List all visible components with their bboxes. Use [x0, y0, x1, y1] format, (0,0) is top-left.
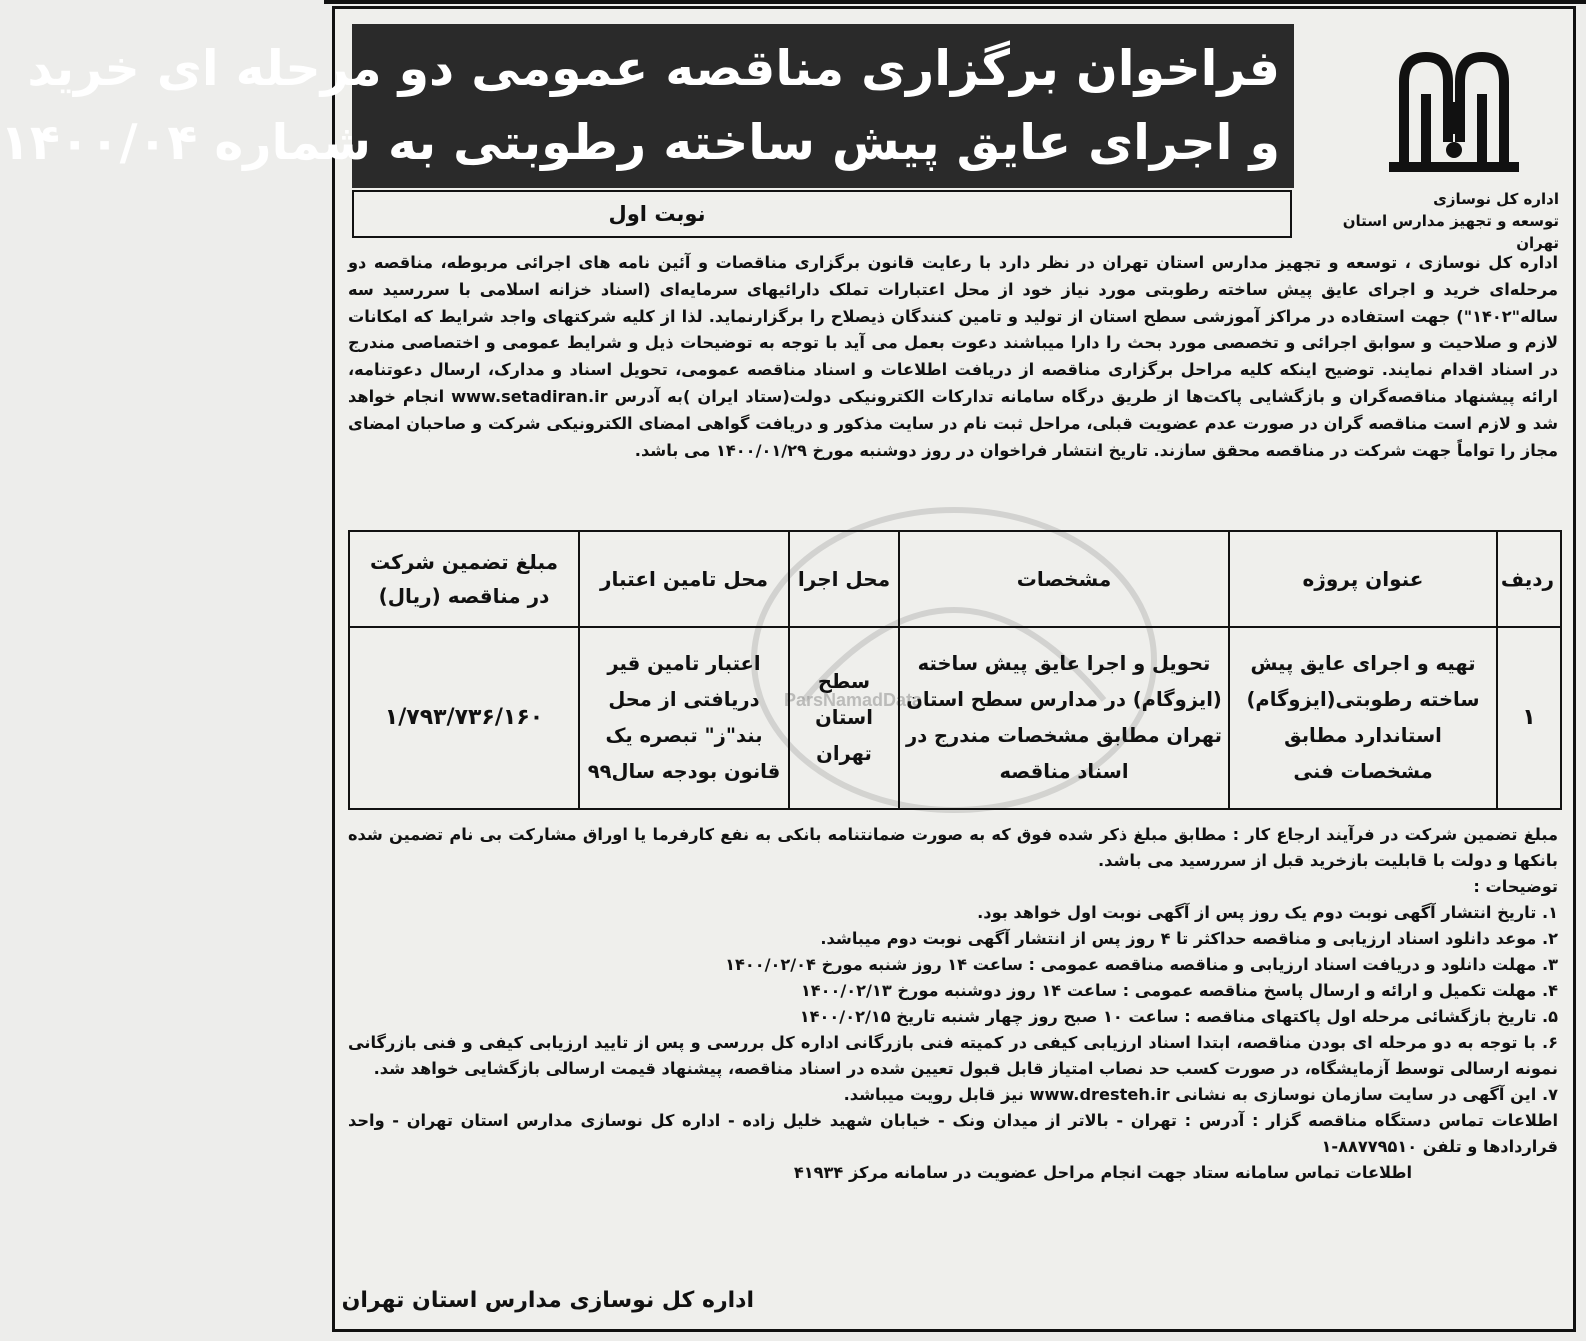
- cell-row-number: ۱: [1497, 627, 1561, 809]
- header-funding-source: محل تامین اعتبار: [579, 531, 789, 627]
- cell-funding-source: اعتبار تامین قیر دریافتی از محل بند"ز" تبصره یک قانون بودجه سال۹۹: [579, 627, 789, 809]
- guarantee-paragraph: مبلغ تضمین شرکت در فرآیند ارجاع کار : مطابق مبلغ ذکر شده فوق که به صورت ضمانتنامه بانکی به نفع کارفرما یا اوراق مشارکت بی نام تضمین شده بانکها و دولت با قابلیت بازخرید قبل از سررسید می باشد.: [348, 825, 1558, 870]
- note-item: ۱. تاریخ انتشار آگهی نوبت دوم یک روز پس از آگهی نوبت اول خواهد بود.: [977, 903, 1558, 922]
- note-item: ۲. موعد دانلود اسناد ارزیابی و مناقصه حداکثر تا ۴ روز پس از انتشار آگهی نوبت دوم میباشد.: [820, 929, 1558, 948]
- organization-logo: [1364, 42, 1544, 182]
- details-section: [348, 822, 1558, 1186]
- header-row-number: ردیف: [1497, 531, 1561, 627]
- contact-info: اطلاعات تماس دستگاه مناقصه گزار : آدرس : تهران - بالاتر از میدان ونک - خیابان شهید خلیل زاده - اداره کل نوسازی مدارس استان تهران - واحد قراردادها و تلفن ۸۸۷۷۹۵۱۰-۱: [348, 1111, 1558, 1156]
- tender-table: [348, 530, 1562, 810]
- cell-project-title: تهیه و اجرای عایق پیش ساخته رطوبتی(ایزوگام) استاندارد مطابق مشخصات فنی: [1229, 627, 1497, 809]
- setad-contact-info: اطلاعات تماس سامانه ستاد جهت انجام مراحل عضویت در سامانه مرکز ۴۱۹۳۴: [793, 1163, 1413, 1182]
- watermark-site: ParsNamadData: [784, 690, 923, 710]
- organization-name: [1309, 188, 1559, 254]
- header-banner: [0, 24, 1294, 188]
- footer-signature: اداره کل نوسازی مدارس استان تهران: [341, 1288, 754, 1313]
- header-project-title: عنوان پروژه: [1229, 531, 1497, 627]
- note-item: ۵. تاریخ بازگشائی مرحله اول پاکتهای مناقصه : ساعت ۱۰ صبح روز چهار شنبه تاریخ ۱۴۰۰/۰۲/۱۵: [799, 1007, 1558, 1026]
- note-item: ۳. مهلت دانلود و دریافت اسناد ارزیابی و مناقصه مناقصه عمومی : ساعت ۱۴ روز شنبه مورخ ۱۴۰۰/۰۲/۰۴: [725, 955, 1558, 974]
- top-rule: [324, 0, 1586, 4]
- header-specifications: مشخصات: [899, 531, 1229, 627]
- organization-name-line-1: اداره کل نوسازی: [1433, 190, 1559, 208]
- organization-name-line-2: توسعه و تجهیز مدارس استان تهران: [1342, 212, 1559, 252]
- intro-paragraph: اداره کل نوسازی ، توسعه و تجهیز مدارس استان تهران در نظر دارد با رعایت قانون برگزاری مناقصات و آئین نامه های اجرائی مربوطه، مناقصه دو مرحله‌ای خرید و اجرای عایق پیش ساخته رطوبتی مورد نیاز خود از محل اعتبارات تملک دارائیهای سرمایه‌ای (اسناد خزانه اسلامی با سررسید سه ساله"۱۴۰۲") جهت استفاده در مراکز آموزشی سطح استان از تولید و تامین کنندگان ذیصلاح را برگزارنماید. لذا از کلیه شرکتهای واجد شرایط که امکانات لازم و صلاحیت و سوابق اجرائی و تخصصی مورد بحث را دارا میباشند دعوت بعمل می آید با توجه به توضیحات ذیل و شرایط عمومی و اختصاصی مندرج در اسناد اقدام نمایند. توضیح اینکه کلیه مراحل برگزاری مناقصه از دریافت اطلاعات و اسناد مناقصه عمومی، تحویل اسناد و مدارک، ارسال دعوتنامه، ارائه پیشنهاد مناقصه‌گران و بازگشایی پاکت‌ها از طریق درگاه سامانه تدارکات الکترونیکی دولت(ستاد ایران )به آدرس www.setadiran.ir انجام خواهد شد و لازم است مناقصه گران در صورت عدم عضویت قبلی، مراحل ثبت نام در سایت مذکور و دریافت گواهی امضای الکترونیکی شرکت و صاحبان امضای مجاز را تواماً جهت شرکت در مناقصه محقق سازند. تاریخ انتشار فراخوان در روز دوشنبه مورخ ۱۴۰۰/۰۱/۲۹ می باشد.: [348, 253, 1558, 460]
- table-header-row: [349, 531, 1561, 627]
- header-guarantee-amount: مبلغ تضمین شرکت در مناقصه (ریال): [349, 531, 579, 627]
- cell-guarantee-amount: ۱/۷۹۳/۷۳۶/۱۶۰: [349, 627, 579, 809]
- notes-list: [348, 900, 1558, 1108]
- note-item: ۷. این آگهی در سایت سازمان نوسازی به نشانی www.dresteh.ir نیز قابل رویت میباشد.: [843, 1085, 1558, 1104]
- table-row: [349, 627, 1561, 809]
- note-item: ۴. مهلت تکمیل و ارائه و ارسال پاسخ مناقصه عمومی : ساعت ۱۴ روز دوشنبه مورخ ۱۴۰۰/۰۲/۱۳: [800, 981, 1558, 1000]
- cell-execution-place: سطح استان تهران: [789, 627, 899, 809]
- note-item: ۶. با توجه به دو مرحله ای بودن مناقصه، ابتدا اسناد ارزیابی کیفی در کمیته فنی بازرگانی اداره کل بررسی و پس از تایید ارزیابی کیفی و فنی بازرگانی نمونه ارسالی توسط آزمایشگاه، در صورت کسب حد نصاب امتیاز قابل قبول تعیین شده در اسناد مناقصه، پیشنهاد قیمت ارسالی بازگشایی خواهد شد.: [348, 1033, 1558, 1078]
- header-execution-place: محل اجرا: [789, 531, 899, 627]
- cell-specifications: تحویل و اجرا عایق پیش ساخته (ایزوگام) در مدارس سطح استان تهران مطابق مشخصات مندرج در اسناد مناقصه: [899, 627, 1229, 809]
- notes-title: توضیحات :: [1473, 877, 1558, 896]
- round-label: نوبت اول: [608, 202, 706, 226]
- round-label-box: [352, 190, 1292, 238]
- title-line-1: فراخوان برگزاری مناقصه عمومی دو مرحله ای خرید: [27, 40, 1280, 97]
- title-line-2: و اجرای عایق پیش ساخته رطوبتی به شماره ۱۴۰۰/۰۴: [0, 114, 1280, 171]
